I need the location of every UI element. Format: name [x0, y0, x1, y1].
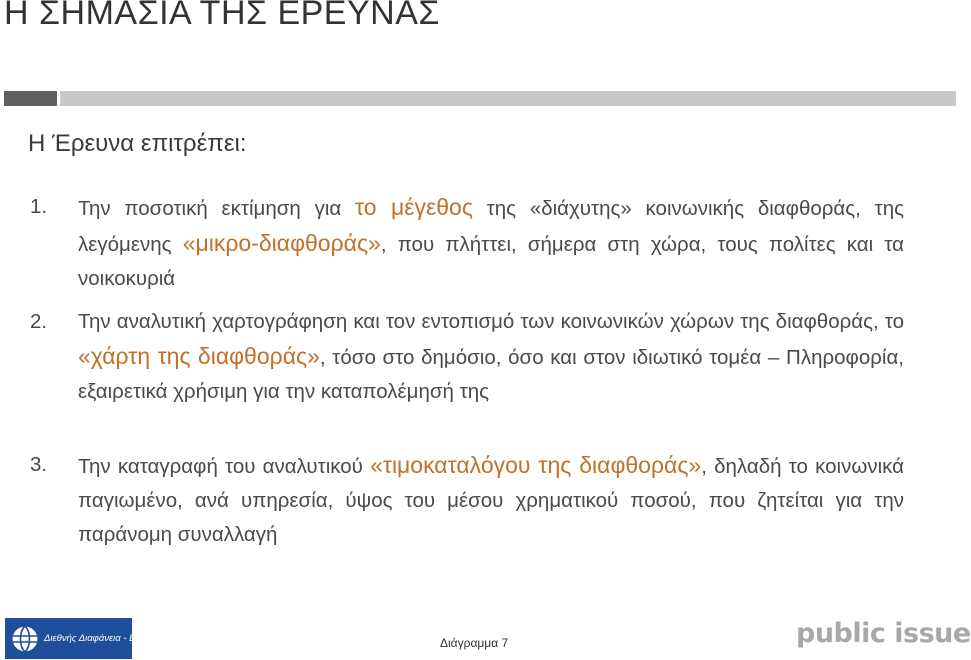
list-item: [30, 190, 905, 296]
list-item-number: 3.: [30, 453, 48, 476]
title-divider-dark: [4, 91, 57, 106]
list-item-text: , που πλήττει, σήμερα στη χώρα, τους πολίτες και τα νοικοκυριά: [78, 233, 905, 290]
list-item-text: Την καταγραφή του αναλυτικού: [78, 455, 371, 478]
list-item-number: 2.: [30, 310, 48, 333]
list-item-text: Την αναλυτική χαρτογράφηση και τον εντοπισμό των κοινωνικών χώρων της διαφθοράς, το: [78, 310, 904, 333]
list-item-number: 1.: [30, 195, 48, 218]
list-item: [30, 448, 904, 552]
slide-title: Η ΣΗΜΑΣΙΑ ΤΗΣ ΕΡΕΥΝΑΣ: [4, 0, 440, 32]
list-item-text: Την ποσοτική εκτίμηση για: [78, 197, 355, 220]
public-issue-logo: public issue: [796, 618, 971, 649]
logo-text: Διεθνής Διαφάνεια - Ελλάς: [44, 633, 155, 644]
list-item-text: , δηλαδή το κοινωνικά παγιωμένο, ανά υπηρεσία, ύψος του μέσου χρηματικού ποσού, που ζητείται για την παράνομη συναλλαγή: [78, 455, 904, 546]
globe-icon: [10, 624, 40, 654]
highlight-size: το μέγεθος: [354, 194, 473, 220]
page-label: Διάγραμμα 7: [440, 636, 509, 650]
highlight-micro-corruption: «μικρο-διαφθοράς»: [182, 230, 381, 256]
list-item: [30, 305, 904, 409]
list-item-text: , τόσο στο δημόσιο, όσο και στον ιδιωτικό τομέα – Πληροφορία, εξαιρετικά χρήσιμη για την καταπολέμησή της: [78, 346, 904, 403]
list-item-text: της «διάχυτης» κοινωνικής διαφθοράς, της λεγόμενης: [78, 197, 904, 256]
slide-subtitle: Η Έρευνα επιτρέπει:: [28, 130, 247, 157]
highlight-price-list: «τιμοκαταλόγου της διαφθοράς»: [370, 452, 702, 478]
highlight-corruption-map: «χάρτη της διαφθοράς»: [78, 343, 320, 369]
transparency-international-logo: [5, 618, 155, 659]
title-divider-light: [60, 91, 956, 106]
